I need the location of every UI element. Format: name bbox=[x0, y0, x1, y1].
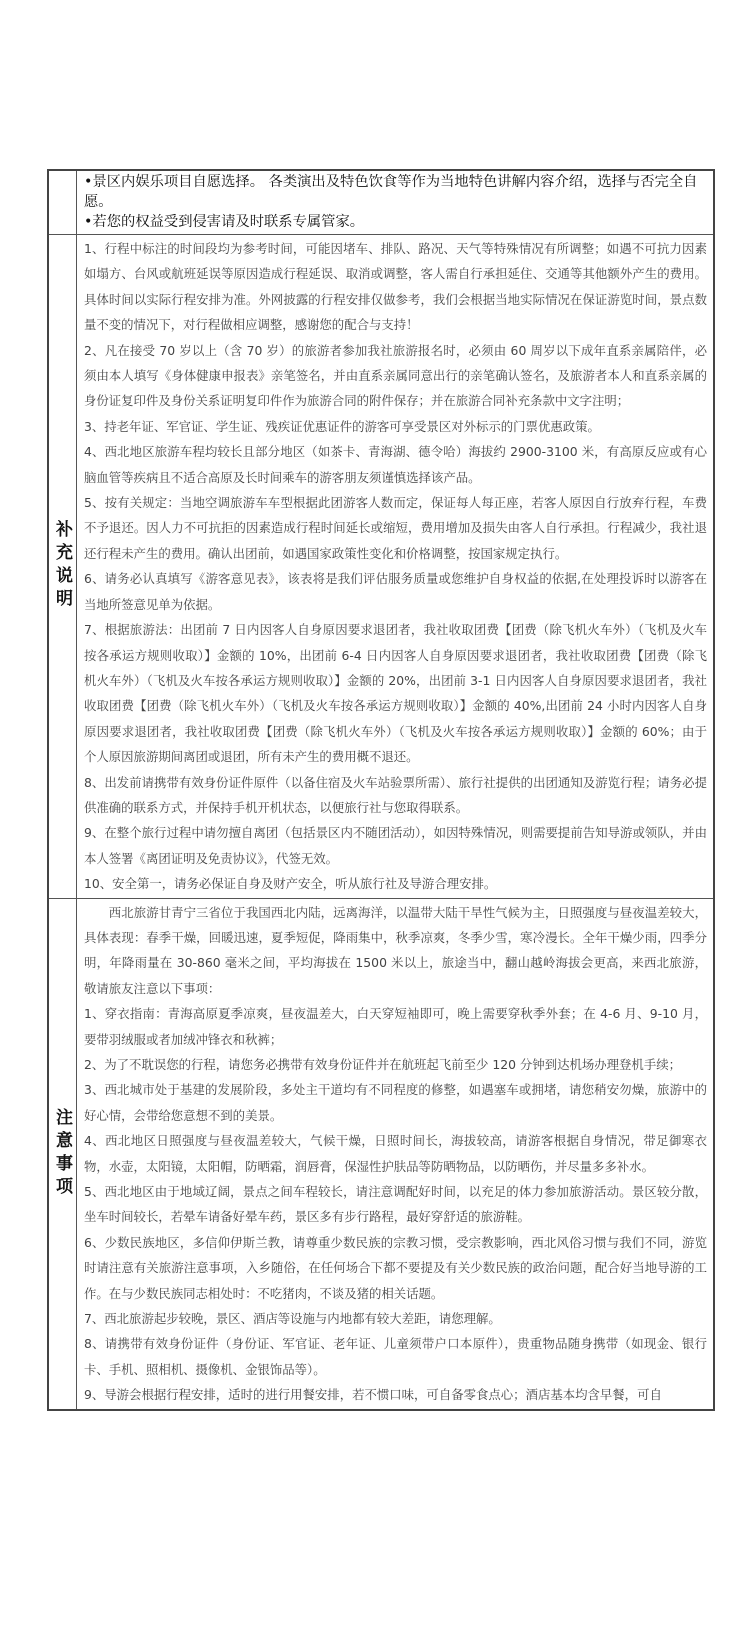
supplement-row bbox=[49, 234, 713, 898]
supplement-label-cell bbox=[49, 235, 77, 898]
supplement-item-4: 4、西北地区旅游车程均较长且部分地区（如茶卡、青海湖、德令哈）海拔约 2900-3100 米，有高原反应或有心脑血管等疾病且不适合高原及长时间乘车的游客朋友须谨慎选择该产品。 bbox=[84, 444, 707, 485]
supplement-item-6: 6、请务必认真填写《游客意见表》，该表将是我们评估服务质量或您维护自身权益的依据,在处理投诉时以游客在当地所签意见单为依据。 bbox=[84, 571, 707, 612]
precautions-item-8: 8、请携带有效身份证件（身份证、军官证、老年证、儿童须带户口本原件），贵重物品随身携带（如现金、银行卡、手机、照相机、摄像机、金银饰品等）。 bbox=[84, 1336, 707, 1377]
precautions-intro: 西北旅游甘青宁三省位于我国西北内陆，远离海洋，以温带大陆干旱性气候为主，日照强度与昼夜温差较大，具体表现：春季干燥，回暖迅速，夏季短促，降雨集中，秋季凉爽，冬季少雪，寒冷漫长。全年干燥少雨，四季分明，年降雨量在 30-860 毫米之间，平均海拔在 1500 米以上，旅途当中，翻山越岭海拔会更高，来西北旅游，敬请旅友注意以下事项： bbox=[84, 904, 707, 996]
supplement-content bbox=[77, 235, 713, 898]
supplement-item-9: 9、在整个旅行过程中请勿擅自离团（包括景区内不随团活动），如因特殊情况，则需要提前告知导游或领队，并由本人签署《离团证明及免责协议》，代签无效。 bbox=[84, 825, 707, 866]
precautions-row bbox=[49, 898, 713, 1409]
supplement-item-5: 5、按有关规定：当地空调旅游车车型根据此团游客人数而定，保证每人每正座，若客人原因自行放弃行程，车费不予退还。因人力不可抗拒的因素造成行程时间延长或缩短，费用增加及损失由客人自行承担。行程减少，我社退还行程未产生的费用。确认出团前，如遇国家政策性变化和价格调整，按国家规定执行。 bbox=[84, 495, 707, 561]
supplement-item-2: 2、凡在接受 70 岁以上（含 70 岁）的旅游者参加我社旅游报名时，必须由 60 周岁以下成年直系亲属陪伴，必须由本人填写《身体健康申报表》亲笔签名，并由直系亲属同意出行的亲笔确认签名，及旅游者本人和直系亲属的身份证复印件及身份关系证明复印件作为旅游合同的附件保存；并在旅游合同补充条款中文字注明； bbox=[84, 342, 707, 409]
itinerary-notes-table bbox=[47, 169, 715, 1411]
supplement-item-3: 3、持老年证、军官证、学生证、残疾证优惠证件的游客可享受景区对外标示的门票优惠政策。 bbox=[84, 418, 600, 434]
precautions-label-cell bbox=[49, 899, 77, 1409]
precautions-item-2: 2、为了不耽误您的行程，请您务必携带有效身份证件并在航班起飞前至少 120 分钟到达机场办理登机手续； bbox=[84, 1057, 681, 1072]
precautions-item-6: 6、少数民族地区，多信仰伊斯兰教，请尊重少数民族的宗教习惯，受宗教影响，西北风俗习惯与我们不同，游览时请注意有关旅游注意事项，入乡随俗，在任何场合下都不要提及有关少数民族的政治问题，配合好当地导游的工作。在与少数民族同志相处时：不吃猪肉，不谈及猪的相关话题。 bbox=[84, 1234, 707, 1301]
precautions-item-7: 7、西北旅游起步较晚，景区、酒店等设施与内地都有较大差距，请您理解。 bbox=[84, 1311, 501, 1327]
precautions-content bbox=[77, 899, 713, 1409]
supplement-label: 补充说明 bbox=[52, 520, 72, 613]
notice-label-cell bbox=[49, 171, 77, 234]
precautions-item-4: 4、西北地区日照强度与昼夜温差较大，气候干燥，日照时间长，海拔较高，请游客根据自身情况，带足御寒衣物，水壶，太阳镜，太阳帽，防晒霜，润唇膏，保湿性护肤品等防晒物品，以防晒伤，并尽量多多补水。 bbox=[84, 1133, 707, 1174]
precautions-item-1: 1、穿衣指南：青海高原夏季凉爽，昼夜温差大，白天穿短袖即可，晚上需要穿秋季外套；在 4-6 月、9-10 月，要带羽绒服或者加绒冲锋衣和秋裤； bbox=[84, 1006, 707, 1047]
supplement-item-10: 10、安全第一，请务必保证自身及财产安全，听从旅行社及导游合理安排。 bbox=[84, 876, 497, 892]
supplement-item-1: 1、行程中标注的时间段均为参考时间，可能因堵车、排队、路况、天气等特殊情况有所调整；如遇不可抗力因素如塌方、台风或航班延误等原因造成行程延误、取消或调整，客人需自行承担延住、交通等其他额外产生的费用。具体时间以实际行程安排为准。外网披露的行程安排仅做参考，我们会根据当地实际情况在保证游览时间，景点数量不变的情况下，对行程做相应调整，感谢您的配合与支持！ bbox=[84, 241, 707, 333]
precautions-item-9: 9、导游会根据行程安排，适时的进行用餐安排，若不惯口味，可自备零食点心；酒店基本均含早餐，可自 bbox=[84, 1387, 662, 1403]
notice-line-1: •景区内娱乐项目自愿选择。 各类演出及特色饮食等作为当地特色讲解内容介绍，选择与否完全自愿。 bbox=[84, 174, 698, 210]
supplement-item-7: 7、根据旅游法：出团前 7 日内因客人自身原因要求退团者，我社收取团费【团费（除飞机火车外）（飞机及火车按各承运方规则收取）】金额的 10%，出团前 6-4 日内因客人自身原因要求退团者，我社收取团费【团费（除飞机火车外）（飞机及火车按各承运方规则收取）】金额的 20%，出团前 3-1 日内因客人自身原因要求退团者，我社收取团费【团费（除飞机火车外）（飞机及火车按各承运方规则收取）】金额的 40%,出团前 24 小时内因客人自身原因要求退团者，我社收取团费【团费（除飞机火车外）（飞机及火车按各承运方规则收取）】金额的 60%；由于个人原因旅游期间离团或退团，所有未产生的费用概不退还。 bbox=[84, 622, 707, 765]
supplement-item-8: 8、出发前请携带有效身份证件原件（以备住宿及火车站验票所需）、旅行社提供的出团通知及游览行程；请务必提供准确的联系方式，并保持手机开机状态，以便旅行社与您取得联系。 bbox=[84, 774, 707, 815]
precautions-item-5: 5、西北地区由于地域辽阔，景点之间车程较长，请注意调配好时间，以充足的体力参加旅游活动。景区较分散，坐车时间较长，若晕车请备好晕车药，景区多有步行路程，最好穿舒适的旅游鞋。 bbox=[84, 1184, 707, 1225]
notice-line-2: •若您的权益受到侵害请及时联系专属管家。 bbox=[84, 214, 365, 230]
notice-row bbox=[49, 171, 713, 234]
notice-content bbox=[77, 171, 713, 234]
precautions-item-3: 3、西北城市处于基建的发展阶段，多处主干道均有不同程度的修整，如遇塞车或拥堵，请您稍安勿燥，旅游中的好心情，会带给您意想不到的美景。 bbox=[84, 1082, 707, 1123]
precautions-label: 注意事项 bbox=[52, 1107, 72, 1200]
